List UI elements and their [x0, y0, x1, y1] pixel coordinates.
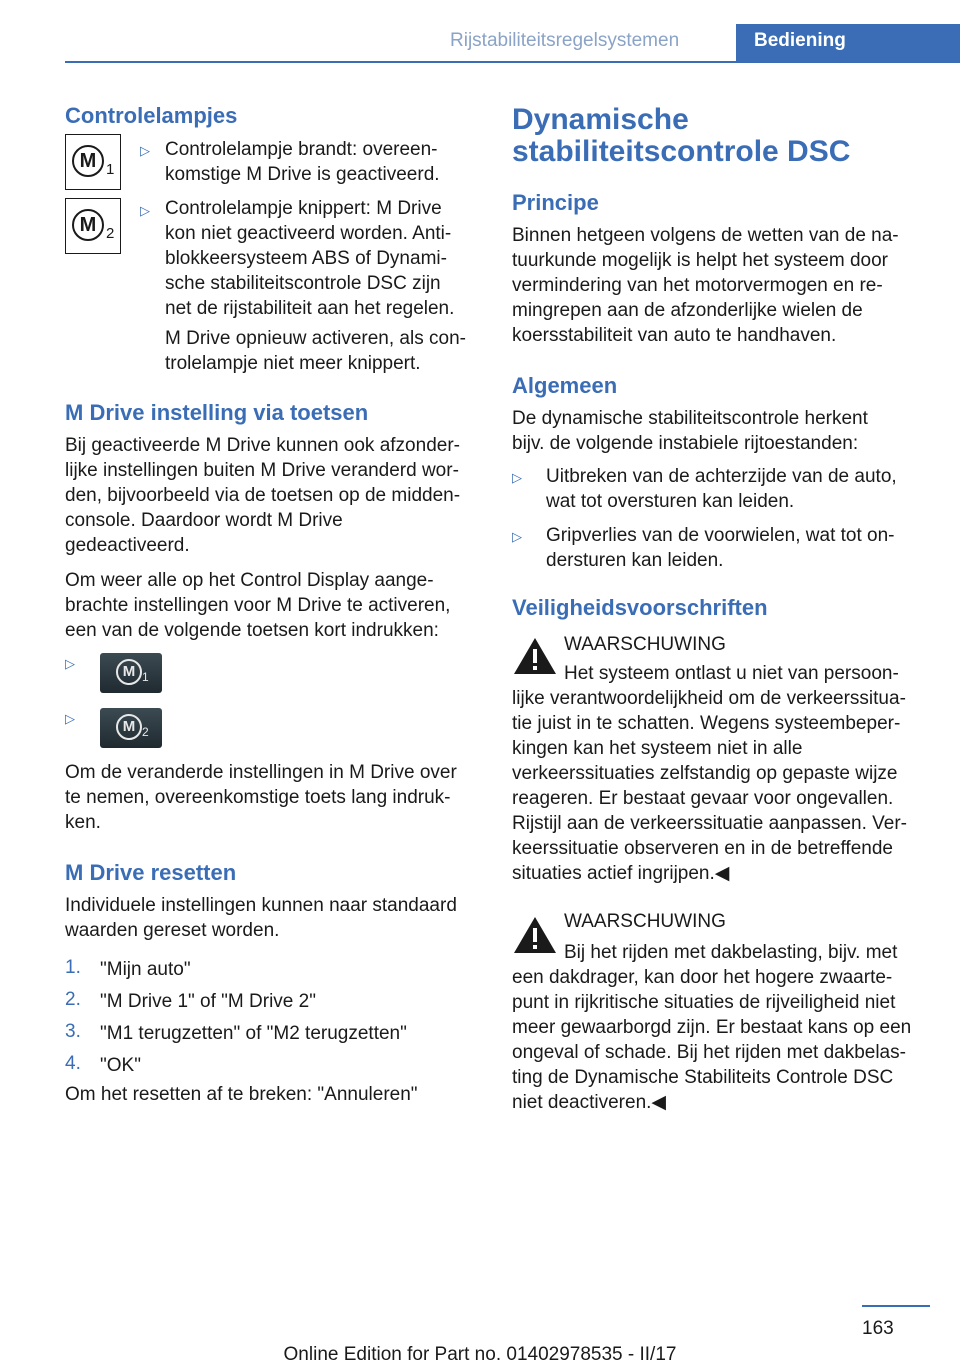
warning-1-label: WAARSCHUWING [564, 634, 726, 655]
general-paragraph: De dynamische stabiliteitscontrole herkent bijv. de volgende instabiele rijtoestanden: [512, 408, 868, 454]
m-drive-2-button-image: M 2 [100, 708, 162, 748]
header-chapter-tab: Bediening [736, 24, 960, 61]
step-text: "M1 terugzetten" of "M2 terugzetten" [100, 1023, 407, 1044]
instability-bullet-1: Uitbreken van de achterzijde van de auto, wat tot oversturen kan leiden. [546, 466, 897, 512]
warning-2-text: een dakdrager, kan door het hogere zwaarte- punt in rijkritische situaties de rijveiligheid niet meer gewaarborgd zijn. Er bestaat kans op een ongeval of schade. Bij het rijden met dakbelas- ting de Dynamische Stabiliteits Controle DSC niet deactiveren.◀ [512, 967, 912, 1113]
warning-1-text: lijke verantwoordelijkheid om de verkeerssitua- tie juist in te schatten. Wegens systeembeper- kingen kan het systeem niet in alle verkeerssituaties zelfstandig op gepaste wijze reageren. Er bestaat gevaar voor ongevallen. Rijstijl aan de verkeerssituatie aanpassen. Ver- keerssituatie observeren en in de betreffende situaties actief ingrijpen.◀ [512, 688, 907, 884]
instability-bullet-2: Gripverlies van de voorwielen, wat tot on- dersturen kan leiden. [546, 525, 895, 571]
setting-heading: M Drive instelling via toetsen [65, 400, 369, 425]
step-number: 3. [65, 1021, 81, 1042]
page-number: 163 [862, 1318, 894, 1339]
dsc-title: Dynamische stabiliteitscontrole DSC [512, 103, 851, 169]
warning-icon [512, 636, 558, 676]
warning-icon [512, 915, 558, 955]
safety-heading: Veiligheidsvoorschriften [512, 595, 768, 620]
m-drive-2-icon: M 2 [65, 198, 121, 254]
setting-paragraph-2: Om weer alle op het Control Display aange- brachte instellingen voor M Drive te activeren, een van de volgende toetsen kort indrukken: [65, 570, 451, 641]
principle-paragraph: Binnen hetgeen volgens de wetten van de na- tuurkunde mogelijk is helpt het systeem door vermindering van het motorvermogen en re- mingrepen aan de afzonderlijke wielen de koersstabiliteit van auto te handhaven. [512, 225, 899, 346]
warning-2-first-line: Bij het rijden met dakbelasting, bijv. met [564, 942, 898, 963]
reset-cancel-text: Om het resetten af te breken: "Annuleren" [65, 1084, 418, 1105]
m-drive-1-icon: M 1 [65, 134, 121, 190]
step-number: 2. [65, 989, 81, 1010]
warning-2-label: WAARSCHUWING [564, 911, 726, 932]
controls-heading: Controlelampjes [65, 103, 238, 128]
lamp2-extra-text: M Drive opnieuw activeren, als con- trolelampje niet meer knippert. [165, 328, 466, 374]
reset-heading: M Drive resetten [65, 860, 237, 885]
warning-1-first-line: Het systeem ontlast u niet van persoon- [564, 663, 899, 684]
bullet-triangle-icon: ▷ [512, 529, 522, 544]
step-number: 4. [65, 1053, 81, 1074]
header-rule [65, 61, 960, 63]
general-heading: Algemeen [512, 373, 618, 398]
bullet-triangle-icon: ▷ [65, 711, 75, 726]
header-section-title: Rijstabiliteitsregelsystemen [450, 30, 680, 51]
step-number: 1. [65, 957, 81, 978]
principle-heading: Principe [512, 190, 599, 215]
step-text: "OK" [100, 1055, 141, 1076]
step-text: "Mijn auto" [100, 959, 191, 980]
lamp1-text: Controlelampje brandt: overeen- komstige M Drive is geactiveerd. [165, 139, 440, 185]
bullet-triangle-icon: ▷ [512, 470, 522, 485]
m-drive-1-button-image: M 1 [100, 653, 162, 693]
bullet-triangle-icon: ▷ [65, 656, 75, 671]
lamp2-text: Controlelampje knippert: M Drive kon niet geactiveerd worden. Anti- blokkeersysteem ABS of Dynami- sche stabiliteitscontrole DSC zijn net de rijstabiliteit aan het regelen. [165, 198, 455, 319]
bullet-triangle-icon: ▷ [140, 143, 150, 158]
setting-paragraph-3: Om de veranderde instellingen in M Drive over te nemen, overeenkomstige toets lang indruk- ken. [65, 762, 457, 833]
setting-paragraph-1: Bij geactiveerde M Drive kunnen ook afzonder- lijke instellingen buiten M Drive veranderd wor- den, bijvoorbeeld via de toetsen op de midden- console. Daardoor wordt M Drive gedeactiveerd. [65, 435, 461, 556]
step-text: "M Drive 1" of "M Drive 2" [100, 991, 316, 1012]
edition-footer: Online Edition for Part no. 01402978535 - II/17 [283, 1344, 677, 1362]
reset-paragraph: Individuele instellingen kunnen naar standaard waarden gereset worden. [65, 895, 457, 941]
bullet-triangle-icon: ▷ [140, 203, 150, 218]
page-number-rule [862, 1305, 930, 1307]
